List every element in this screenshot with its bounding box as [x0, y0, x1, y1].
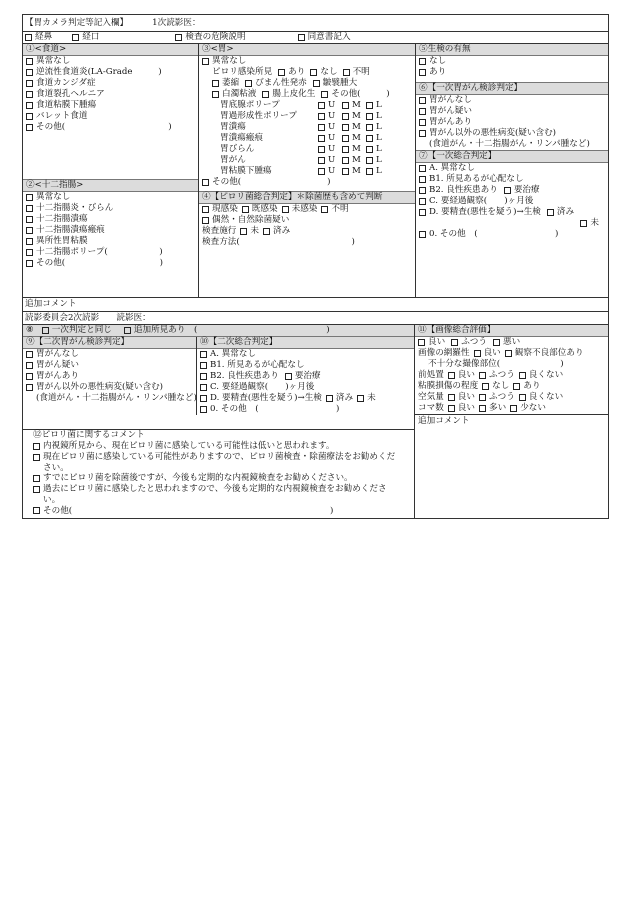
lesion-location-option[interactable]: U — [318, 144, 342, 155]
lesion-location-option[interactable]: U — [318, 111, 342, 122]
sec2-title: ②<十二指腸> — [23, 179, 198, 192]
sec10-c[interactable]: C. 要経過観察( )ヶ月後 — [200, 382, 411, 393]
first-reading-block — [22, 43, 609, 298]
checkbox[interactable] — [318, 168, 325, 175]
lesion-label: 胃がん — [220, 155, 246, 166]
endoscopy-form — [22, 14, 609, 519]
sec1-item[interactable]: 逆流性食道炎(LA-Grade ) — [26, 67, 195, 78]
sec3-normal[interactable]: 異常なし — [202, 56, 412, 67]
opt-risk-explained[interactable]: 検査の危険説明 — [175, 32, 245, 43]
sec9-item[interactable]: 胃がんなし — [26, 349, 193, 360]
sec2-item[interactable]: 異所性胃粘膜 — [26, 236, 195, 247]
sec3-other[interactable]: その他( ) — [202, 177, 412, 188]
sec12-item[interactable]: 内視鏡所見から、現在ピロリ菌に感染している可能性は低いと思われます。 — [33, 441, 411, 452]
sec6-note: (食道がん・十二指腸がん・リンパ腫など) — [429, 139, 590, 150]
sec9-item[interactable]: 胃がん疑い — [26, 360, 193, 371]
sec1-list — [23, 56, 198, 133]
sec8-add[interactable]: 追加所見あり ( ) — [124, 325, 330, 336]
lesion-location-option[interactable]: U — [318, 133, 342, 144]
sec12-title: ⑫ピロリ菌に関するコメント — [23, 430, 414, 441]
sec9-item[interactable]: 胃がんあり — [26, 371, 193, 382]
sec6-list — [416, 95, 608, 150]
form-header — [22, 14, 609, 43]
sec4-exam: 検査施行 未 済み — [202, 226, 291, 237]
sec5-list — [416, 56, 608, 78]
sec2-item[interactable]: その他( ) — [26, 258, 195, 269]
sec11-frames: コマ数 良い 多い 少ない — [418, 403, 546, 414]
lesion-location-option[interactable]: M — [342, 122, 366, 133]
sec2-item[interactable]: 十二指腸潰瘍瘢痕 — [26, 225, 195, 236]
lesion-location-option[interactable]: L — [366, 155, 390, 166]
lesion-row — [202, 133, 412, 144]
sec5-item[interactable]: あり — [419, 67, 605, 78]
lesion-location-option[interactable]: M — [342, 100, 366, 111]
sec3-row-b: 白濁粘液 腸上皮化生 その他( ) — [202, 89, 412, 100]
checkbox[interactable] — [72, 34, 79, 41]
sec7-b1[interactable]: B1. 所見あるが心配なし — [419, 174, 605, 185]
sec10-zero[interactable]: 0. その他 ( ) — [200, 404, 411, 415]
sec8-row: ⑧ 一次判定と同じ 追加所見あり ( ) — [23, 325, 414, 337]
sec3-row-a: 萎縮 びまん性発赤 皺襞腫大 — [202, 78, 412, 89]
lesion-list — [202, 100, 412, 177]
checkbox[interactable] — [175, 34, 182, 41]
checkbox[interactable] — [318, 135, 325, 142]
sec2-list — [23, 192, 198, 269]
sec3-pylori: ピロリ感染所見 あり なし 不明 — [212, 67, 370, 78]
sec12-item[interactable]: 現在ピロリ菌に感染している可能性がありますので、ピロリ菌検査・除菌療法をお勧めください。 — [33, 452, 411, 473]
checkbox[interactable] — [318, 146, 325, 153]
sec2-item[interactable]: 十二指腸潰瘍 — [26, 214, 195, 225]
sec11-comment[interactable]: 追加コメント — [415, 414, 608, 427]
sec6-title: ⑥【一次胃がん検診判定】 — [416, 82, 608, 95]
sec6-item[interactable]: 胃がん疑い — [419, 106, 605, 117]
opt-oral[interactable]: 経口 — [72, 32, 99, 43]
sec8-same[interactable]: 一次判定と同じ — [42, 325, 112, 336]
checkbox[interactable] — [318, 102, 325, 109]
lesion-location-option[interactable]: L — [366, 166, 390, 177]
lesion-label: 胃潰瘍 — [220, 122, 246, 133]
checkbox[interactable] — [366, 168, 373, 175]
lesion-row — [202, 144, 412, 155]
lesion-location-option[interactable]: L — [366, 133, 390, 144]
lesion-row — [202, 111, 412, 122]
sec9-title: ⑨【二次胃がん検診判定】 — [23, 337, 196, 349]
lesion-location-option[interactable]: U — [318, 166, 342, 177]
sec11-body — [415, 337, 608, 414]
sec12-item[interactable]: すでにピロリ菌を除菌後ですが、今後も定期的な内視鏡検査をお勧めください。 — [33, 473, 411, 484]
lesion-location-option[interactable]: M — [342, 111, 366, 122]
checkbox[interactable] — [25, 34, 32, 41]
sec2-item[interactable]: 十二指腸ポリープ( ) — [26, 247, 195, 258]
sec10-d[interactable]: D. 要精査(悪性を疑う)→生検 済み 未 — [200, 393, 411, 404]
checkbox[interactable] — [366, 157, 373, 164]
sec12-list — [23, 441, 414, 518]
sec4-row2[interactable]: 偶然・自然除菌疑い — [202, 215, 412, 226]
sec12-item[interactable]: 過去にピロリ菌に感染したと思われますので、今後も定期的な内視鏡検査をお勧めください。 — [33, 484, 411, 505]
checkbox[interactable] — [342, 113, 349, 120]
second-reading-block — [22, 325, 609, 519]
sec11-air: 空気量 良い ふつう 良くない — [418, 392, 564, 403]
additional-comment[interactable]: 追加コメント — [22, 298, 609, 312]
sec12-item[interactable]: その他( ) — [33, 505, 411, 516]
reader-label: 1次読影医： — [152, 17, 201, 28]
sec1-item[interactable]: 食道粘膜下腫瘍 — [26, 100, 195, 111]
sec6-item[interactable]: 胃がんあり — [419, 117, 605, 128]
sec11-mucosa: 粘膜損傷の程度 なし あり — [418, 381, 541, 392]
sec7-d-not[interactable]: 未 — [419, 218, 605, 229]
sec4-title: ④【ピロリ菌総合判定】＊除菌歴も含めて判断 — [199, 191, 415, 204]
sec1-item[interactable]: 異常なし — [26, 56, 195, 67]
sec10-a[interactable]: A. 異常なし — [200, 349, 411, 360]
checkbox[interactable] — [366, 135, 373, 142]
committee-reader: 読影委員会2次読影 読影医： — [22, 312, 609, 325]
lesion-location-option[interactable]: L — [366, 144, 390, 155]
sec2-item[interactable]: 十二指腸炎・びらん — [26, 203, 195, 214]
lesion-row — [202, 155, 412, 166]
opt-transnasal[interactable]: 経鼻 — [25, 32, 52, 43]
sec6-item[interactable]: 胃がん以外の悪性病変(疑い含む) — [419, 128, 605, 139]
lesion-location-option[interactable]: M — [342, 166, 366, 177]
sec3-body — [199, 56, 415, 188]
lesion-location-option[interactable]: U — [318, 155, 342, 166]
lesion-label: 胃過形成性ポリープ — [220, 111, 297, 122]
checkbox[interactable] — [318, 113, 325, 120]
checkbox[interactable] — [366, 146, 373, 153]
lesion-location-option[interactable]: M — [342, 133, 366, 144]
checkbox[interactable] — [342, 124, 349, 131]
sec6-item[interactable]: 胃がんなし — [419, 95, 605, 106]
lesion-label: 胃粘膜下腫瘍 — [220, 166, 272, 177]
lesion-location-option[interactable]: M — [342, 144, 366, 155]
sec11-insufficient[interactable]: 不十分な撮像部位( ) — [428, 359, 564, 370]
checkbox[interactable] — [342, 168, 349, 175]
checkbox[interactable] — [366, 113, 373, 120]
sec10-title: ⑩【二次総合判定】 — [197, 337, 414, 349]
sec1-item[interactable]: バレット食道 — [26, 111, 195, 122]
sec7-list — [416, 163, 608, 240]
sec11-coverage: 画像の網羅性 良い 観察不良部位あり — [418, 348, 584, 359]
sec7-a[interactable]: A. 異常なし — [419, 163, 605, 174]
checkbox[interactable] — [342, 135, 349, 142]
checkbox[interactable] — [318, 124, 325, 131]
sec4-row1: 現感染 既感染 未感染 不明 — [202, 204, 412, 215]
sec10-b1[interactable]: B1. 所見あるが心配なし — [200, 360, 411, 371]
sec5-title: ⑤生検の有無 — [416, 44, 608, 56]
sec7-zero[interactable]: 0. その他 ( ) — [419, 229, 605, 240]
sec10-b2[interactable]: B2. 良性疾患あり 要治療 — [200, 371, 411, 382]
sec7-b2[interactable]: B2. 良性疾患あり 要治療 — [419, 185, 605, 196]
form-title: 【胃カメラ判定等記入欄】 — [25, 17, 129, 28]
sec7-c[interactable]: C. 要経過観察( )ヶ月後 — [419, 196, 605, 207]
lesion-row — [202, 122, 412, 133]
lesion-location-option[interactable]: M — [342, 155, 366, 166]
checkbox[interactable] — [366, 102, 373, 109]
lesion-label: 胃びらん — [220, 144, 255, 155]
lesion-location-option[interactable]: U — [318, 100, 342, 111]
lesion-location-option[interactable]: L — [366, 111, 390, 122]
checkbox[interactable] — [366, 124, 373, 131]
sec2-item[interactable]: 異常なし — [26, 192, 195, 203]
checkbox[interactable] — [342, 157, 349, 164]
sec4-method[interactable]: 検査方法( ) — [202, 237, 355, 248]
sec3-title: ③<胃> — [199, 44, 415, 56]
sec11-title: ⑪【画像総合評価】 — [415, 325, 608, 337]
sec10-list — [197, 349, 414, 415]
opt-consent[interactable]: 同意書記入 — [298, 32, 351, 43]
sec9-item[interactable]: 胃がん以外の悪性病変(疑い含む) — [26, 382, 193, 393]
sec5-item[interactable]: なし — [419, 56, 605, 67]
sec1-title: ①<食道> — [23, 44, 198, 56]
sec9-note: (食道がん・十二指腸がん・リンパ腫など) — [36, 393, 197, 404]
sec7-d[interactable]: D. 要精査(悪性を疑う)→生検 済み — [419, 207, 605, 218]
lesion-label: 胃潰瘍瘢痕 — [220, 133, 263, 144]
checkbox[interactable] — [318, 157, 325, 164]
lesion-label: 胃底腺ポリープ — [220, 100, 280, 111]
sec4-body — [199, 204, 415, 248]
sec11-row1: 良い ふつう 悪い — [418, 337, 605, 348]
lesion-row — [202, 100, 412, 111]
sec11-pre: 前処置 良い ふつう 良くない — [418, 370, 564, 381]
checkbox[interactable] — [342, 146, 349, 153]
sec1-item[interactable]: その他( ) — [26, 122, 195, 133]
lesion-location-option[interactable]: U — [318, 122, 342, 133]
lesion-location-option[interactable]: L — [366, 100, 390, 111]
checkbox[interactable] — [298, 34, 305, 41]
lesion-location-option[interactable]: L — [366, 122, 390, 133]
sec1-item[interactable]: 食道カンジダ症 — [26, 78, 195, 89]
checkbox[interactable] — [342, 102, 349, 109]
sec9-list — [23, 349, 196, 404]
sec7-title: ⑦【一次総合判定】 — [416, 150, 608, 163]
lesion-row — [202, 166, 412, 177]
sec1-item[interactable]: 食道裂孔ヘルニア — [26, 89, 195, 100]
